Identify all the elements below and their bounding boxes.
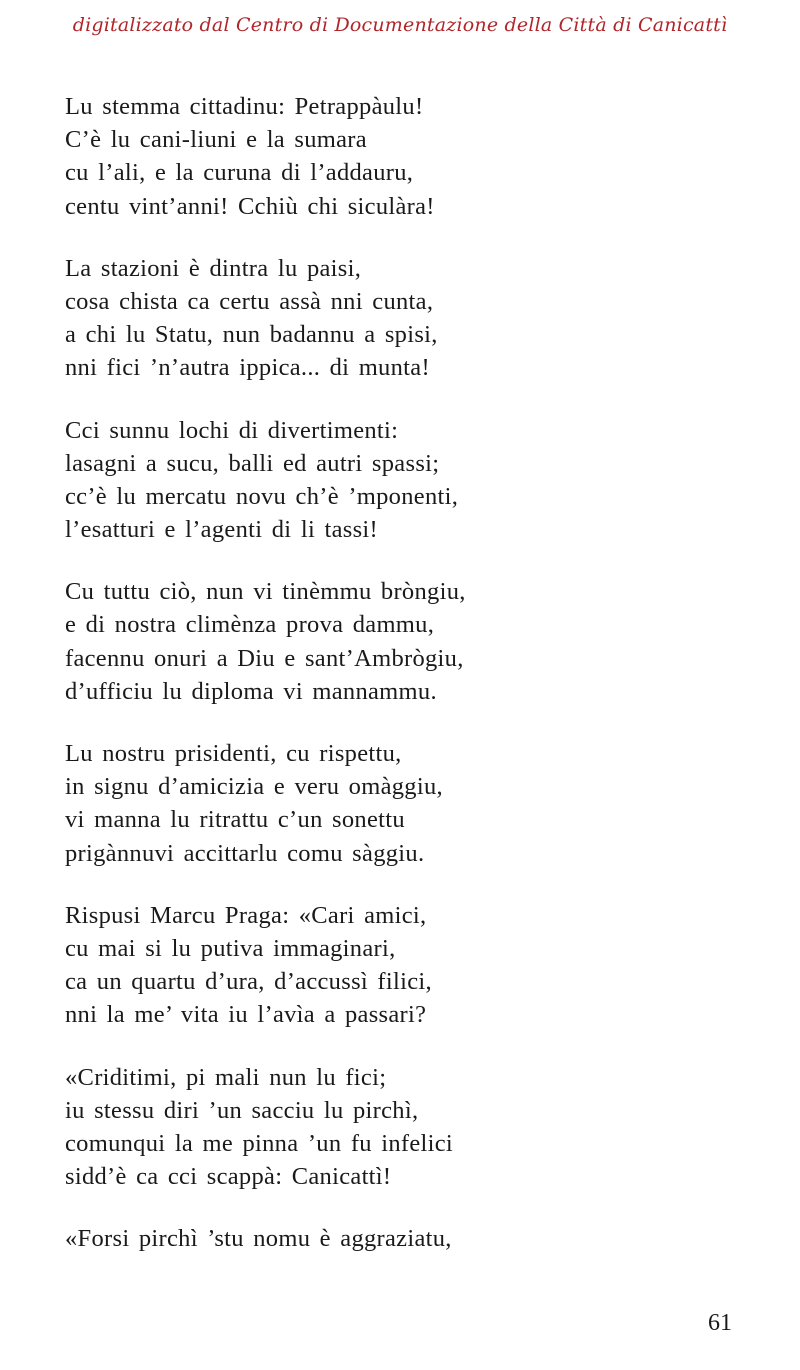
poem-line: Cu tuttu ciò, nun vi tinèmmu bròngiu, [65, 578, 466, 606]
stanza-5 [65, 737, 765, 870]
poem-line: in signu d’amicizia e veru omàggiu, [65, 773, 443, 801]
poem-line: sidd’è ca cci scappà: Canicattì! [65, 1163, 392, 1191]
poem-line: facennu onuri a Diu e sant’Ambrògiu, [65, 644, 464, 672]
poem-line: lasagni a sucu, balli ed autri spassi; [65, 449, 440, 477]
stanza-4 [65, 575, 765, 708]
poem-line: Lu nostru prisidenti, cu rispettu, [65, 740, 402, 767]
poem-line: l’esatturi e l’agenti di li tassi! [65, 516, 378, 544]
digitization-watermark: digitalizzato dal Centro di Documentazione della Città di Canicattì [72, 14, 728, 36]
poem-line: «Forsi pirchì ’stu nomu è aggraziatu, [65, 1225, 452, 1253]
poem-line: «Criditimi, pi mali nun lu fici; [65, 1063, 387, 1091]
poem-body [65, 90, 765, 1284]
stanza-8 [65, 1222, 765, 1255]
poem-line: centu vint’anni! Cchiù chi siculàra! [65, 192, 435, 220]
poem-line: a chi lu Statu, nun badannu a spisi, [65, 321, 438, 349]
poem-line: cosa chista ca certu assà nni cunta, [65, 287, 434, 315]
stanza-1 [65, 90, 765, 223]
poem-line: nni la me’ vita iu l’avìa a passari? [65, 1001, 427, 1029]
poem-line: prigànnuvi accittarlu comu sàggiu. [65, 839, 425, 867]
poem-line: cu mai si lu putiva immaginari, [65, 934, 396, 962]
poem-line: iu stessu diri ’un sacciu lu pirchì, [65, 1096, 419, 1124]
poem-line: nni fici ’n’autra ippica... di munta! [65, 354, 430, 382]
poem-line: comunqui la me pinna ’un fu infelici [65, 1129, 454, 1157]
poem-line: C’è lu cani-liuni e la sumara [65, 126, 367, 154]
poem-line: d’ufficiu lu diploma vi mannammu. [65, 677, 437, 705]
page-number: 61 [708, 1310, 732, 1336]
poem-line: vi manna lu ritrattu c’un sonettu [65, 806, 405, 834]
stanza-6 [65, 899, 765, 1032]
poem-line: Lu stemma cittadinu: Petrappàulu! [65, 93, 424, 120]
poem-line: Rispusi Marcu Praga: «Cari amici, [65, 901, 427, 929]
poem-line: ca un quartu d’ura, d’accussì filici, [65, 968, 432, 996]
poem-line: cu l’ali, e la curuna di l’addauru, [65, 159, 414, 187]
stanza-3 [65, 414, 765, 547]
poem-line: Cci sunnu lochi di divertimenti: [65, 416, 399, 444]
poem-line: e di nostra climènza prova dammu, [65, 611, 435, 639]
poem-line: La stazioni è dintra lu paisi, [65, 254, 362, 282]
stanza-2 [65, 252, 765, 385]
stanza-7 [65, 1061, 765, 1194]
poem-line: cc’è lu mercatu novu ch’è ’mponenti, [65, 482, 459, 510]
